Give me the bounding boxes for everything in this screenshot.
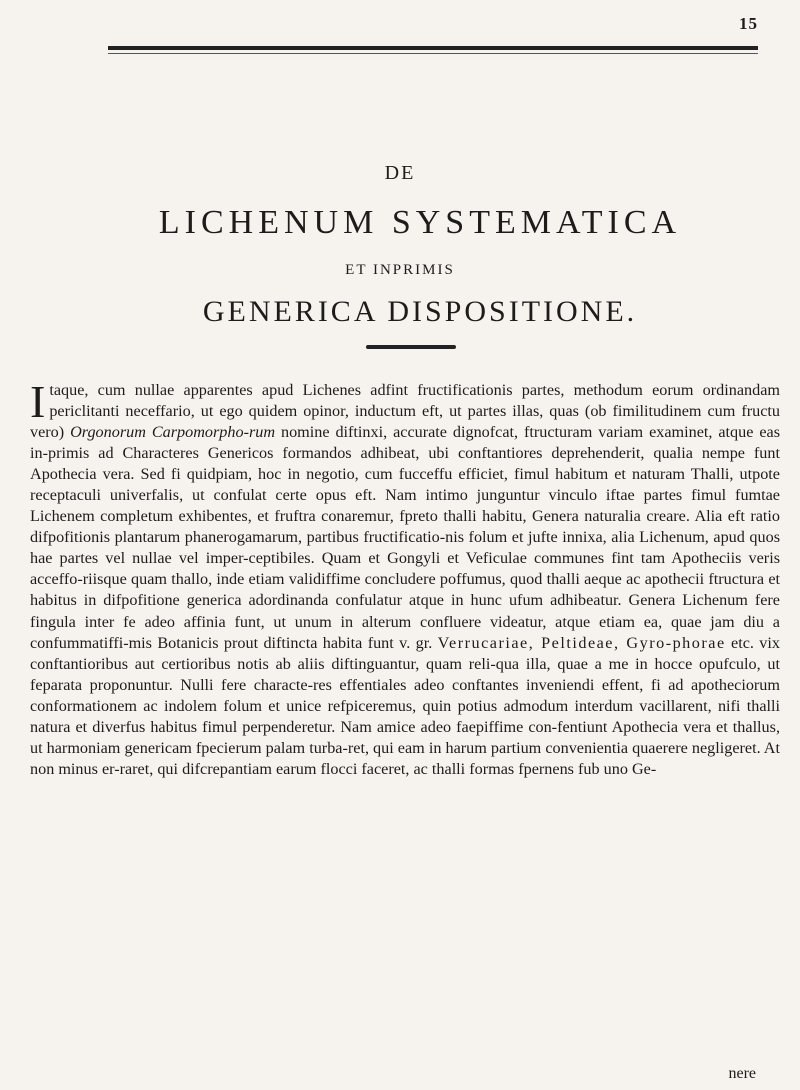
text-segment: taque, cum nullae apparentes apud Lichenes adfint fructificationis partes, methodum eorum ordinandam periclitanti neceffario, ut ego quidem opinor, inductum eft, ut partes illas, quas (ob fimilitudinem cum fructu vero) <box>30 381 780 442</box>
title-main: LICHENUM SYSTEMATICA <box>158 204 682 241</box>
body-paragraph <box>30 376 780 780</box>
title-generica: GENERICA DISPOSITIONE. <box>202 295 638 328</box>
text-segment: etc. vix conftantioribus aut certioribus notis ab aliis diftinguantur, quam reli-qua illa, quae a me in hocce opufculo, ut feparata proponuntur. Nulli fere characte-res effentiales adeo conftantes inveniendi effent, fi ad apotheciorum conformationem ac indolem folum et unice refpiceremus, quin potius admodum interdum vacillarent, nifi thalli natura et diverfus habitus fimul perpenderetur. Nam amice adeo faepiffime con-fentiunt Apothecia vera et thallus, ut harmoniam genericam fpecierum palam turba-ret, qui eam in harum partium convenientia quaerere negligeret. At non minus er-raret, qui difcrepantiam earum flocci faceret, ac thalli formas fpernens fub uno Ge- <box>30 633 780 778</box>
ornament-divider <box>366 345 456 349</box>
drop-cap: I <box>30 376 46 427</box>
page-number: 15 <box>739 14 758 33</box>
header-rule <box>108 46 758 50</box>
text-segment-italic: Orgonorum Carpomorpho-rum <box>70 423 276 442</box>
text-segment: nomine diftinxi, accurate dignofcat, ftructuram variam examinet, atque eas in-primis ad Characteres Genericos formandos adhibeat, ubi conftantiores deprehenderit, qualia nempe funt Apothecia vera. Sed fi quidpiam, hoc in negotio, cum fucceffu efficiet, fimul habitum et naturam Thalli, utpote receptaculi univerfalis, ut confulat certe opus eft. Nam intimo junguntur vinculo iftae partes fimul fumtae Lichenem completum exhibentes, et fruftra conaremur, fpreto thalli habitu, Genera naturalia creare. Alia eft ratio difpofitionis plantarum phanerogamarum, partibus fructificatio-nis folum et jufte innixa, alia Lichenum, apud quos hae partes vel nullae vel imper-ceptibiles. Quam et Gongyli et Veficulae communes fint tam Apotheciis veris acceffo-riisque quam thallo, inde etiam validiffime concludere poffumus, quod thalli aeque ac apothecii ftructura et habitus in difpofitione generica adordinanda confulatur atque in hunc ufum adhibeatur. Genera Lichenum fere fingula inter fe adeo affinia funt, ut unum in alterum confluere videatur, atque etiam ea, quae jam diu a confummatiffi-mis Botanicis prout diftincta habita funt v. gr. <box>30 423 780 652</box>
title-de: DE <box>384 162 416 184</box>
catchword: nere <box>728 1065 756 1082</box>
text-segment-spaced: Verrucariae, Peltideae, Gyro-phorae <box>437 633 726 652</box>
title-et-inprimis: ET INPRIMIS <box>345 262 455 278</box>
